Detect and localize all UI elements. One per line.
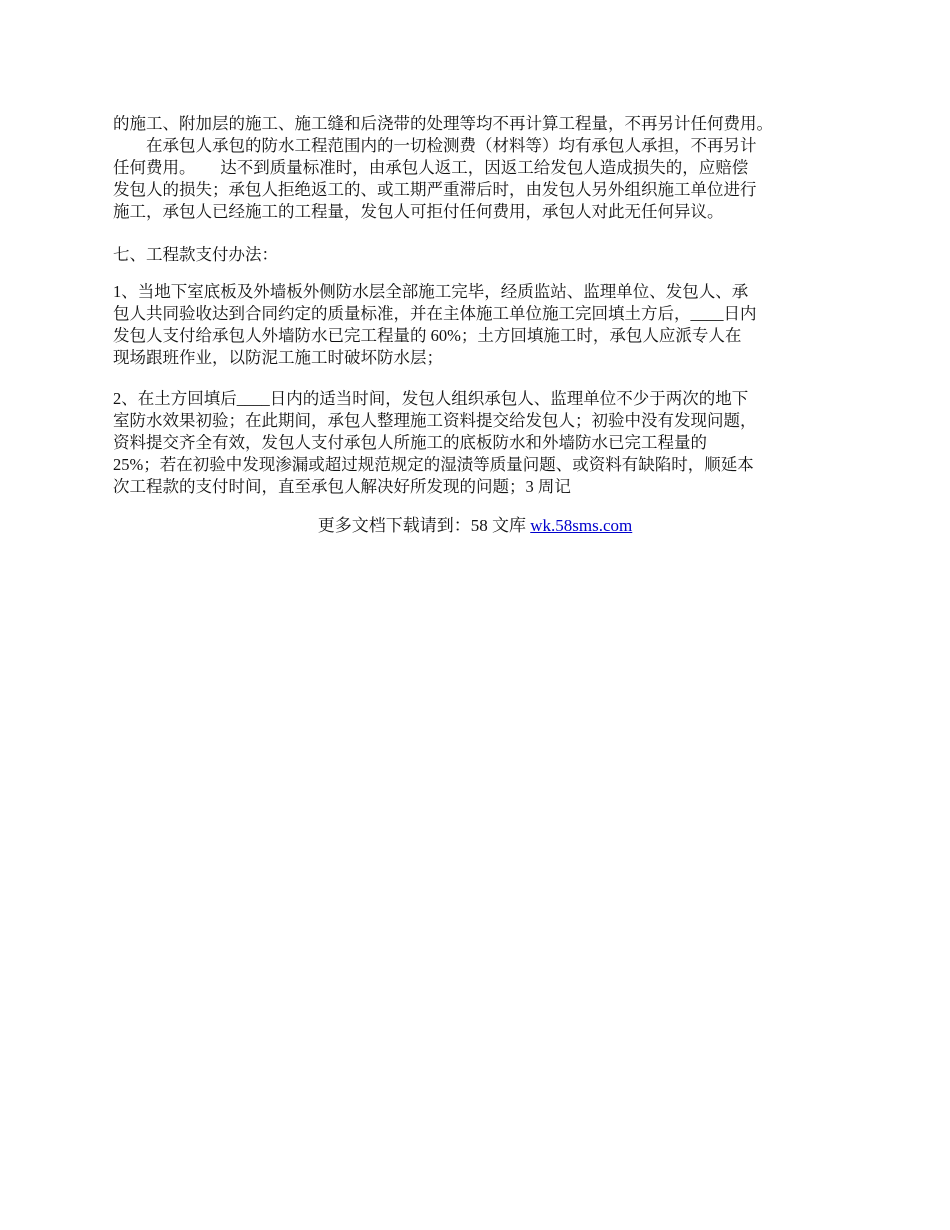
body-line: 发包人的损失；承包人拒绝返工的、或工期严重滞后时，由发包人另外组织施工单位进行 (113, 180, 757, 199)
body-line: 资料提交齐全有效，发包人支付承包人所施工的底板防水和外墙防水已完工程量的 (113, 433, 707, 452)
body-line: 次工程款的支付时间，直至承包人解决好所发现的问题；3 周记 (113, 477, 571, 496)
body-line: 2、在土方回填后____日内的适当时间，发包人组织承包人、监理单位不少于两次的地下 (113, 389, 749, 408)
body-line: 室防水效果初验；在此期间，承包人整理施工资料提交给发包人；初验中没有发现问题， (113, 411, 757, 430)
body-line: 的施工、附加层的施工、施工缝和后浇带的处理等均不再计算工程量，不再另计任何费用。 (113, 114, 773, 133)
body-line: 施工，承包人已经施工的工程量，发包人可拒付任何费用，承包人对此无任何异议。 (113, 202, 724, 221)
body-line: 任何费用。 达不到质量标准时，由承包人返工，因返工给发包人造成损失的，应赔偿 (113, 158, 749, 177)
footer-link[interactable]: wk.58sms.com (530, 516, 633, 535)
body-line: 发包人支付给承包人外墙防水已完工程量的 60%；土方回填施工时，承包人应派专人在 (113, 326, 742, 345)
section-heading: 七、工程款支付办法： (113, 245, 278, 264)
body-line: 包人共同验收达到合同约定的质量标准，并在主体施工单位施工完回填土方后，____日内 (113, 304, 757, 323)
body-line: 在承包人承包的防水工程范围内的一切检测费（材料等）均有承包人承担，不再另计 (113, 136, 757, 155)
body-line: 1、当地下室底板及外墙板外侧防水层全部施工完毕，经质监站、监理单位、发包人、承 (113, 282, 749, 301)
footer-note (0, 515, 950, 537)
body-line: 25%；若在初验中发现渗漏或超过规范规定的湿渍等质量问题、或资料有缺陷时，顺延本 (113, 455, 754, 474)
footer-prefix: 更多文档下载请到：58 文库 (317, 516, 531, 535)
body-line: 现场跟班作业，以防泥工施工时破坏防水层； (113, 348, 443, 367)
